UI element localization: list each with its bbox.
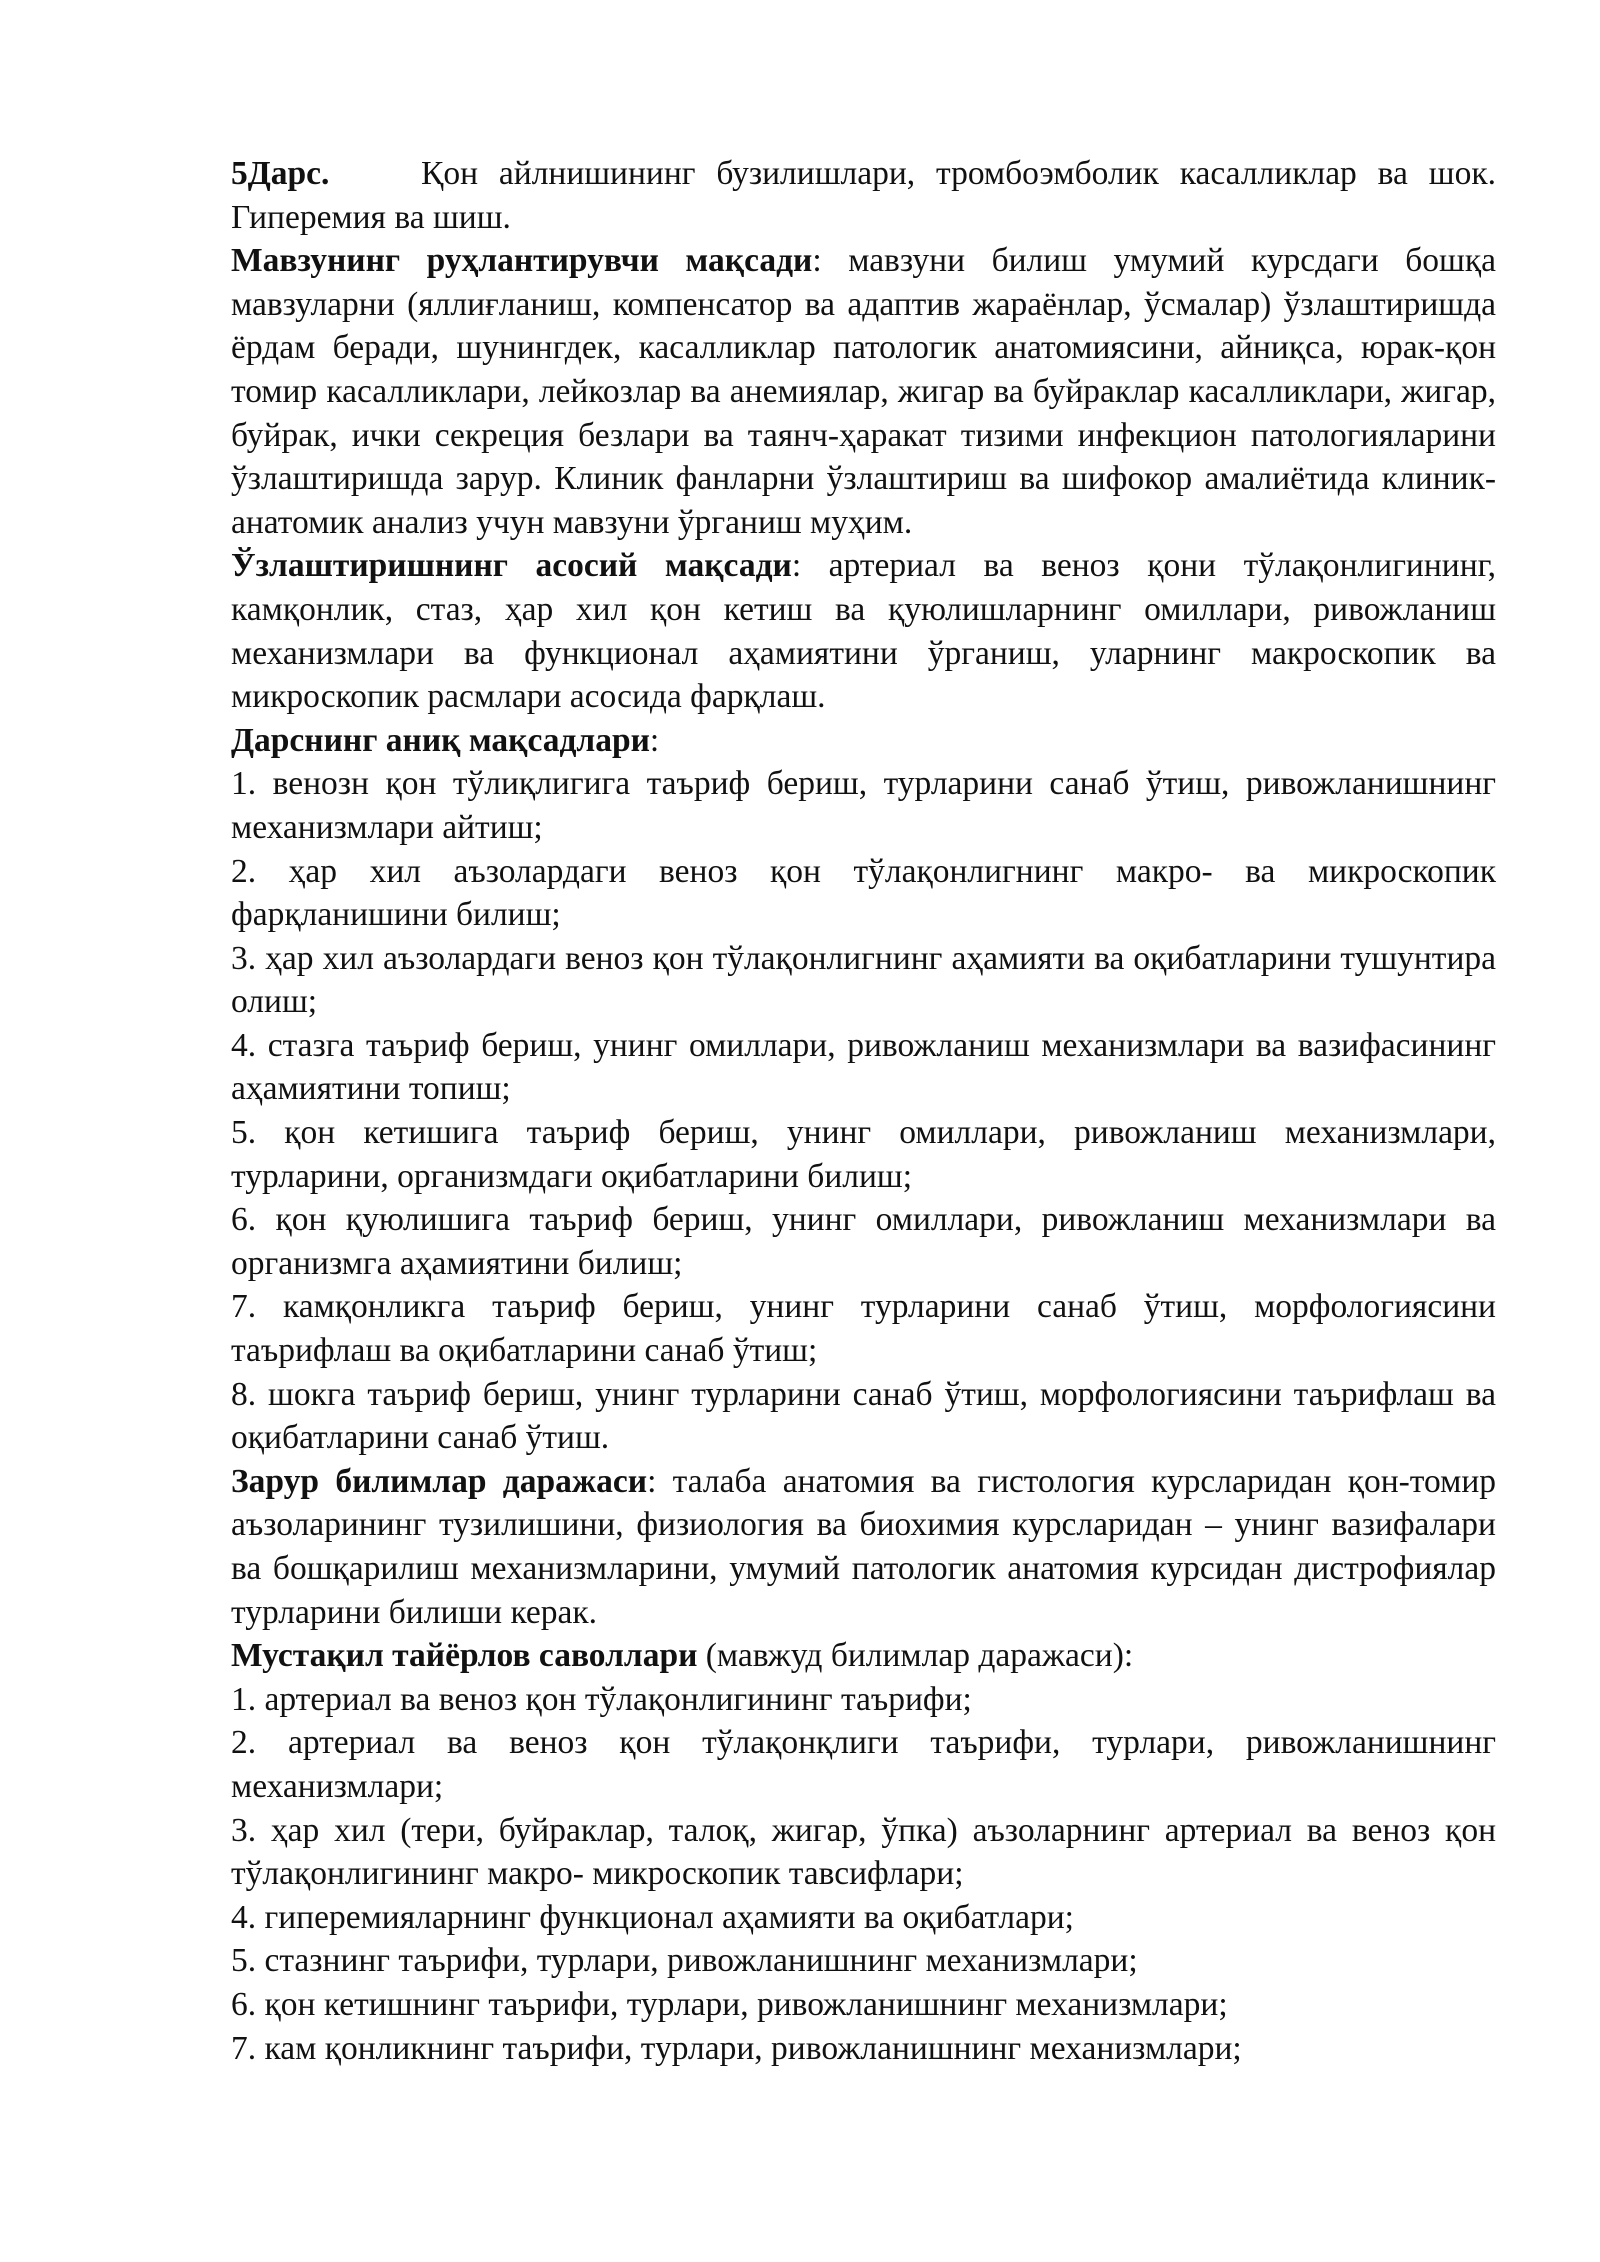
motivation-label: Мавзунинг руҳлантирувчи мақсади <box>231 242 813 280</box>
specific-goals-suffix: : <box>649 721 660 759</box>
list-item: 8. шокга таъриф бериш, унинг турларини санаб ўтиш, морфологиясини таърифлаш ва оқибатларини санаб ўтиш. <box>231 1375 1496 1457</box>
lesson-heading <box>231 152 1496 239</box>
self-prep-label: Мустақил тайёрлов саволлари <box>231 1637 698 1675</box>
list-item: 6. қон қуюлишига таъриф бериш, унинг омиллари, ривожланиш механизмлари ва организмга аҳамиятини билиш; <box>231 1201 1496 1282</box>
list-item: 7. камқонликга таъриф бериш, унинг турларини санаб ўтиш, морфологиясини таърифлаш ва оқибатларини санаб ўтиш; <box>231 1288 1496 1370</box>
list-item: 2. артериал ва веноз қон тўлақонқлиги таърифи, турлари, ривожланишнинг механизмлари; <box>231 1724 1496 1805</box>
list-item: 1. артериал ва веноз қон тўлақонлигининг таърифи; <box>231 1680 972 1718</box>
required-knowledge-text: : талаба анатомия ва гистология курсларидан қон-томир аъзоларининг тузилишини, физиология ва биохимия курсларидан – унинг вазифалари ва бошқарилиш механизмларини, умумий патологик анатомия курсидан дистрофиялар турларини билиши керак. <box>231 1462 1496 1631</box>
list-item: 5. стазнинг таърифи, турлари, ривожланишнинг механизмлари; <box>231 1942 1138 1980</box>
required-knowledge-label: Зарур билимлар даражаси <box>231 1462 648 1500</box>
list-item: 5. қон кетишига таъриф бериш, унинг омиллари, ривожланиш механизмлари, турларини, организмдаги оқибатларини билиш; <box>231 1114 1496 1195</box>
main-goal-text: : артериал ва веноз қони тўлақонлигининг, камқонлик, стаз, ҳар хил қон кетиш ва қуюлишларнинг омиллари, ривожланиш механизмлари ва функционал аҳамиятини ўрганиш, уларнинг макроскопик ва микроскопик расмлари асосида фарқлаш. <box>231 547 1496 716</box>
motivation-text: : мавзуни билиш умумий курсдаги бошқа мавзуларни (яллиғланиш, компенсатор ва адаптив жараёнлар, ўсмалар) ўзлаштиришда ёрдам беради, шунингдек, касалликлар патологик анатомиясини, айниқса, юрак-қон томир касалликлари, лейкозлар ва анемиялар, жигар ва буйраклар касалликлари, жигар, буйрак, ички секреция безлари ва таянч-ҳаракат тизими инфекцион патологияларини ўзлаштиришда зарур. Клиник фанларни ўзлаштириш ва шифокор амалиётида клиник-анатомик анализ учун мавзуни ўрганиш муҳим. <box>231 242 1496 541</box>
list-item: 4. стазга таъриф бериш, унинг омиллари, ривожланиш механизмлари ва вазифасининг аҳамиятини топиш; <box>231 1026 1496 1108</box>
main-goal-paragraph <box>231 544 1496 718</box>
lesson-title: Қон айлнишининг бузилишлари, тромбоэмболик касалликлар ва шок. Гиперемия ва шиш. <box>231 155 1496 236</box>
self-prep-text: (мавжуд билимлар даражаси): <box>697 1637 1134 1675</box>
list-item: 2. ҳар хил аъзолардаги веноз қон тўлақонлигнинг макро- ва микроскопик фарқланишини билиш; <box>231 852 1496 934</box>
required-knowledge-paragraph <box>231 1460 1496 1634</box>
list-item: 3. ҳар хил (тери, буйраклар, талоқ, жигар, ўпка) аъзоларнинг артериал ва веноз қон тўлақонлигининг макро- микроскопик тавсифлари; <box>231 1811 1496 1893</box>
list-item: 1. венозн қон тўлиқлигига таъриф бериш, турларини санаб ўтиш, ривожланишнинг механизмлари айтиш; <box>231 765 1496 846</box>
main-goal-label: Ўзлаштиришнинг асосий мақсади <box>231 547 792 585</box>
specific-goals-heading <box>231 719 1496 763</box>
document-page <box>231 152 1496 2070</box>
list-item: 6. қон кетишнинг таърифи, турлари, ривожланишнинг механизмлари; <box>231 1985 1228 2023</box>
lesson-label: 5Дарс. <box>231 155 330 192</box>
list-item: 3. ҳар хил аъзолардаги веноз қон тўлақонлигнинг аҳамияти ва оқибатларини тушунтира олиш; <box>231 939 1496 1021</box>
self-prep-heading <box>231 1634 1496 1678</box>
specific-goals-label: Дарснинг аниқ мақсадлари <box>231 721 650 759</box>
motivation-paragraph <box>231 239 1496 544</box>
list-item: 7. кам қонликнинг таърифи, турлари, ривожланишнинг механизмлари; <box>231 2029 1242 2067</box>
list-item: 4. гиперемияларнинг функционал аҳамияти ва оқибатлари; <box>231 1898 1074 1936</box>
